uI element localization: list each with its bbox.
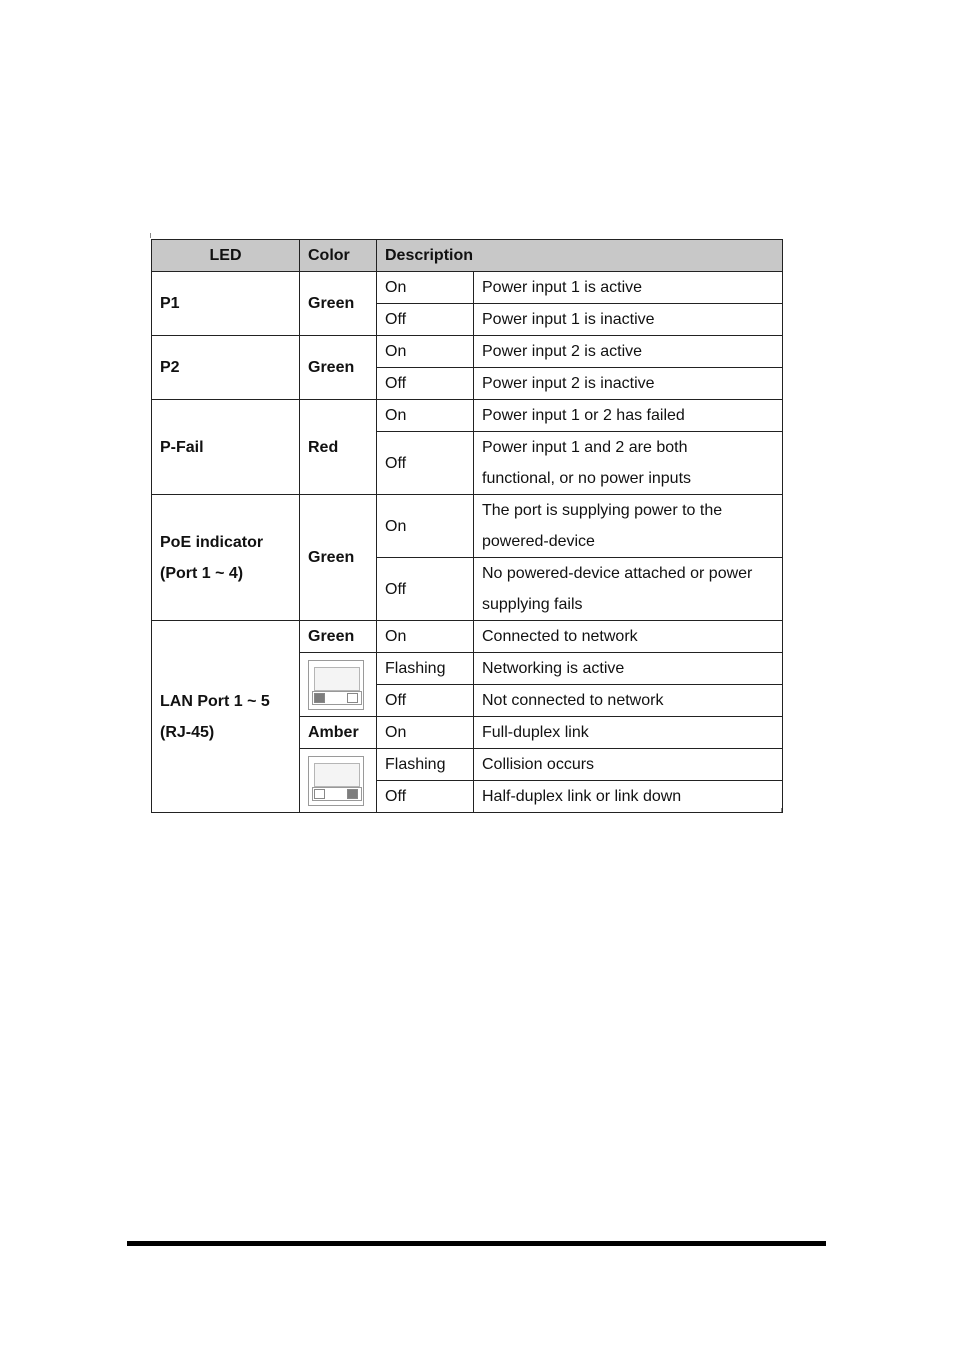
led-description: Power input 1 is inactive (474, 304, 783, 336)
table-header-row (152, 240, 783, 272)
led-description-line: supplying fails (482, 596, 583, 613)
led-color-lan-amber: Amber (300, 717, 377, 749)
led-color-pfail: Red (300, 400, 377, 495)
led-description: Power input 2 is active (474, 336, 783, 368)
led-description (474, 495, 783, 558)
header-color: Color (300, 240, 377, 272)
led-state: Flashing (377, 653, 474, 685)
led-description (474, 432, 783, 495)
table-row (152, 336, 783, 368)
led-description: Full-duplex link (474, 717, 783, 749)
table-row (152, 621, 783, 653)
led-name-line: LAN Port 1 ~ 5 (160, 692, 270, 710)
footer-rule (127, 1241, 826, 1246)
led-description: Power input 1 or 2 has failed (474, 400, 783, 432)
led-name-line: (RJ-45) (160, 723, 215, 741)
led-state: Off (377, 368, 474, 400)
led-description: Connected to network (474, 621, 783, 653)
led-description-line: functional, or no power inputs (482, 470, 692, 487)
led-state: On (377, 621, 474, 653)
led-color-p2: Green (300, 336, 377, 400)
led-description: Collision occurs (474, 749, 783, 781)
table-row (152, 272, 783, 304)
led-state: Off (377, 781, 474, 813)
led-color-lan-green: Green (300, 621, 377, 653)
led-description: Networking is active (474, 653, 783, 685)
led-description-line: The port is supplying power to the (482, 502, 723, 519)
led-description (474, 558, 783, 621)
led-state: On (377, 495, 474, 558)
table-row (152, 400, 783, 432)
header-description: Description (377, 240, 783, 272)
led-description-line: Power input 1 and 2 are both (482, 439, 688, 456)
led-description-line: No powered-device attached or power (482, 565, 753, 582)
led-state: Off (377, 304, 474, 336)
led-state: Flashing (377, 749, 474, 781)
led-state: On (377, 400, 474, 432)
led-name-p2: P2 (152, 336, 300, 400)
led-description: Not connected to network (474, 685, 783, 717)
led-state: Off (377, 432, 474, 495)
header-led: LED (152, 240, 300, 272)
led-state: On (377, 272, 474, 304)
led-name-pfail: P-Fail (152, 400, 300, 495)
led-status-table (151, 239, 783, 813)
led-color-poe: Green (300, 495, 377, 621)
led-name-poe (152, 495, 300, 621)
led-name-lan (152, 621, 300, 813)
rj45-green-icon-cell (300, 653, 377, 717)
led-state: Off (377, 558, 474, 621)
led-name-line: PoE indicator (160, 533, 264, 551)
led-description: Power input 2 is inactive (474, 368, 783, 400)
table-row (152, 495, 783, 558)
led-name-p1: P1 (152, 272, 300, 336)
led-name-line: (Port 1 ~ 4) (160, 564, 244, 582)
led-state: On (377, 717, 474, 749)
led-description: Power input 1 is active (474, 272, 783, 304)
led-description-line: powered-device (482, 533, 595, 550)
rj45-port-right-led-icon (308, 756, 364, 806)
table-corner-mark-top (150, 233, 151, 238)
rj45-amber-icon-cell (300, 749, 377, 813)
rj45-port-left-led-icon (308, 660, 364, 710)
led-state: Off (377, 685, 474, 717)
led-color-p1: Green (300, 272, 377, 336)
led-description: Half-duplex link or link down (474, 781, 783, 813)
led-state: On (377, 336, 474, 368)
